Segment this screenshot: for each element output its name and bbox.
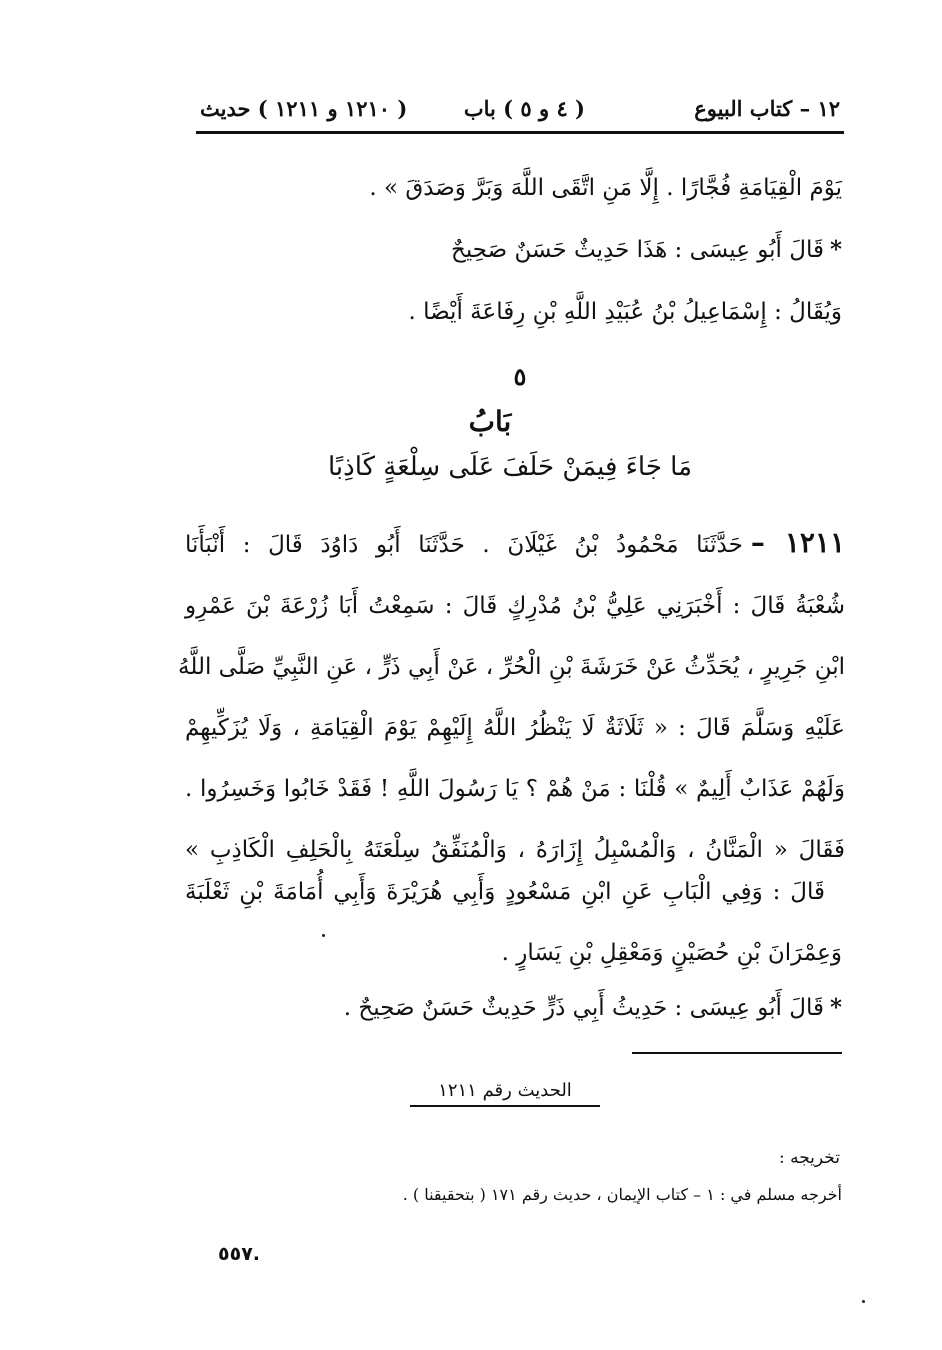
previous-note-line: وَيُقَالُ : إِسْمَاعِيلُ بْنُ عُبَيْدِ اللَّهِ بْنِ رِفَاعَةَ أَيْضًا . xyxy=(408,299,842,325)
chapter-number: ٥ xyxy=(513,362,527,391)
header-rule xyxy=(196,131,844,134)
hadith-line: ١٢١١ –حَدَّثَنَا مَحْمُودُ بْنُ غَيْلَانَ . حَدَّثَنَا أَبُو دَاوُدَ قَالَ : أَنْبَأَنَا xyxy=(185,526,845,559)
running-header xyxy=(200,96,840,126)
previous-hadith-end: يَوْمَ الْقِيَامَةِ فُجَّارًا . إِلَّا مَنِ اتَّقَى اللَّهَ وَبَرَّ وَصَدَقَ » . xyxy=(369,175,842,201)
page-number: ٥٥٧. xyxy=(218,1243,261,1265)
references-line-end: وَعِمْرَانَ بْنِ حُصَيْنٍ وَمَعْقِلِ بْنِ يَسَارٍ . xyxy=(501,940,842,966)
chapter-heading: بَابُ xyxy=(468,405,512,438)
footnote-separator xyxy=(632,1052,842,1054)
header-chapter-ref: ( ٤ و ٥ ) باب xyxy=(463,96,585,121)
hadith-text xyxy=(178,512,845,881)
scan-speck xyxy=(322,934,325,937)
bullet-mark: * xyxy=(829,236,842,263)
footnote-title: الحديث رقم ١٢١١ xyxy=(410,1080,600,1107)
references-line: قَالَ : وَفِي الْبَابِ عَنِ ابْنِ مَسْعُودٍ وَأَبِي هُرَيْرَةَ وَأَبِي أُمَامَةَ بْنِ ثَعْلَبَةَ xyxy=(185,879,825,905)
takhrij-label: تخريجه : xyxy=(778,1148,840,1168)
chapter-title: مَا جَاءَ فِيمَنْ حَلَفَ عَلَى سِلْعَةٍ كَاذِبًا xyxy=(327,452,693,482)
hadith-line: شُعْبَةُ قَالَ : أَخْبَرَنِي عَلِيُّ بْنُ مُدْرِكٍ قَالَ : سَمِعْتُ أَبَا زُرْعَةَ بْنَ عَمْرِو xyxy=(185,593,845,619)
hadith-line: ابْنِ جَرِيرٍ ، يُحَدِّثُ عَنْ خَرَشَةَ بْنِ الْحُرِّ ، عَنْ أَبِي ذَرٍّ ، عَنِ النَّبِيِّ صَلَّى اللَّهُ xyxy=(178,654,845,680)
hadith-line: عَلَيْهِ وَسَلَّمَ قَالَ : « ثَلَاثَةٌ لَا يَنْظُرُ اللَّهُ إِلَيْهِمْ يَوْمَ الْقِيَامَةِ ، وَلَا يُزَكِّيهِمْ xyxy=(185,715,845,741)
header-book-title: ١٢ – كتاب البيوع xyxy=(694,96,840,121)
header-hadith-range: ( ١٢١٠ و ١٢١١ ) حديث xyxy=(200,96,408,121)
bullet-mark: * xyxy=(829,994,842,1021)
takhrij-text: أخرجه مسلم في : ١ – كتاب الإيمان ، حديث رقم ١٧١ ( بتحقيقنا ) . xyxy=(402,1185,842,1204)
hadith-grading-text: قَالَ أَبُو عِيسَى : حَدِيثُ أَبِي ذَرٍّ حَدِيثٌ حَسَنٌ صَحِيحٌ . xyxy=(343,995,824,1021)
hadith-line: فَقَالَ « الْمَنَّانُ ، وَالْمُسْبِلُ إِزَارَهُ ، وَالْمُنَفِّقُ سِلْعَتَهُ بِالْحَلِفِ الْكَاذِبِ » xyxy=(185,837,845,863)
scan-speck xyxy=(862,1300,865,1303)
hadith-number: ١٢١١ – xyxy=(750,526,845,559)
hadith-grading-line xyxy=(344,990,842,1026)
hadith-line: وَلَهُمْ عَذَابٌ أَلِيمٌ » قُلْنَا : مَنْ هُمْ ؟ يَا رَسُولَ اللَّهِ ! فَقَدْ خَابُوا وَخَسِرُوا . xyxy=(185,776,845,802)
previous-grading-line xyxy=(451,232,842,268)
chapter-references xyxy=(185,862,825,923)
previous-grading-text: قَالَ أَبُو عِيسَى : هَذَا حَدِيثٌ حَسَنٌ صَحِيحٌ xyxy=(451,237,824,263)
